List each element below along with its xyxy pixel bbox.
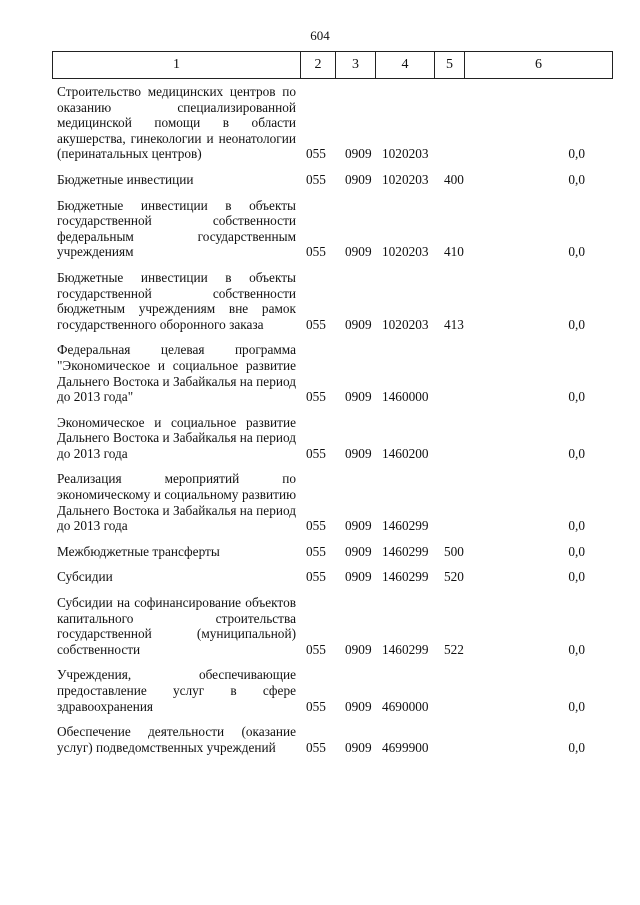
table-row (57, 667, 617, 714)
column-header-1: 1 (53, 52, 301, 79)
row-code-ministry: 055 (306, 171, 326, 187)
page-number: 604 (310, 28, 330, 43)
row-name: Межбюджетные трансферты (57, 543, 220, 559)
row-code-expense: 400 (444, 171, 464, 187)
row-code-section: 0909 (345, 641, 372, 657)
row-code-ministry: 055 (306, 518, 326, 534)
row-code-target: 1020203 (382, 171, 429, 187)
table-row (57, 84, 617, 162)
row-code-target: 4690000 (382, 698, 429, 714)
row-code-target: 1460299 (382, 641, 429, 657)
column-header-6: 6 (465, 52, 613, 79)
table-row (57, 270, 617, 332)
row-name: Субсидии на софинансирование объектов капитального строительства государственной (муниципальной) собственности (57, 595, 296, 657)
row-code-section: 0909 (345, 389, 372, 405)
row-code-section: 0909 (345, 171, 372, 187)
row-code-section: 0909 (345, 518, 372, 534)
row-code-ministry: 055 (306, 244, 326, 260)
row-amount: 0,0 (568, 389, 585, 405)
row-code-section: 0909 (345, 445, 372, 461)
column-header-table (52, 51, 613, 79)
column-header-5: 5 (435, 52, 465, 79)
row-code-ministry: 055 (306, 739, 326, 755)
row-code-expense: 410 (444, 244, 464, 260)
row-code-ministry: 055 (306, 698, 326, 714)
row-name: Субсидии (57, 569, 113, 585)
row-name: Федеральная целевая программа "Экономическое и социальное развитие Дальнего Востока и Забайкалья на период до 2013 года" (57, 342, 296, 405)
row-name: Бюджетные инвестиции (57, 171, 194, 187)
table-row (57, 415, 617, 462)
row-amount: 0,0 (568, 518, 585, 534)
row-code-section: 0909 (345, 146, 372, 162)
row-code-ministry: 055 (306, 146, 326, 162)
row-code-section: 0909 (345, 244, 372, 260)
row-code-target: 1020203 (382, 146, 429, 162)
row-code-section: 0909 (345, 543, 372, 559)
row-amount: 0,0 (568, 146, 585, 162)
table-row (57, 569, 617, 585)
row-code-section: 0909 (345, 316, 372, 332)
column-header-3: 3 (336, 52, 376, 79)
table-row (57, 198, 617, 260)
row-code-target: 1460299 (382, 543, 429, 559)
row-code-target: 1020203 (382, 316, 429, 332)
table-row (57, 724, 617, 755)
row-code-target: 1460000 (382, 389, 429, 405)
column-header-row (53, 52, 613, 79)
row-amount: 0,0 (568, 171, 585, 187)
row-name: Экономическое и социальное развитие Дальнего Востока и Забайкалья на период до 2013 года (57, 414, 296, 461)
column-header-2: 2 (301, 52, 336, 79)
row-amount: 0,0 (568, 316, 585, 332)
budget-table-body (57, 84, 617, 765)
table-row (57, 471, 617, 533)
row-code-ministry: 055 (306, 389, 326, 405)
row-amount: 0,0 (568, 569, 585, 585)
column-header-4: 4 (376, 52, 435, 79)
row-name: Бюджетные инвестиции в объекты государственной собственности федеральным государственным учреждениям (57, 197, 296, 260)
row-code-target: 1020203 (382, 244, 429, 260)
row-code-target: 1460299 (382, 569, 429, 585)
row-code-section: 0909 (345, 698, 372, 714)
table-row (57, 172, 617, 188)
row-amount: 0,0 (568, 698, 585, 714)
row-name: Строительство медицинских центров по оказанию специализированной медицинской помощи в области акушерства, гинекологии и неонатологии (перинатальных центров) (57, 84, 296, 162)
row-code-ministry: 055 (306, 316, 326, 332)
row-code-expense: 522 (444, 641, 464, 657)
row-name: Бюджетные инвестиции в объекты государственной собственности бюджетным учреждениям вне рамок государственного оборонного заказа (57, 269, 296, 332)
table-row (57, 544, 617, 560)
row-amount: 0,0 (568, 641, 585, 657)
row-code-expense: 500 (444, 543, 464, 559)
row-code-ministry: 055 (306, 543, 326, 559)
row-code-expense: 413 (444, 316, 464, 332)
row-name: Обеспечение деятельности (оказание услуг) подведомственных учреждений (57, 724, 296, 755)
row-code-expense: 520 (444, 569, 464, 585)
row-code-ministry: 055 (306, 569, 326, 585)
row-name: Учреждения, обеспечивающие предоставление услуг в сфере здравоохранения (57, 667, 296, 714)
row-amount: 0,0 (568, 543, 585, 559)
table-row (57, 595, 617, 657)
row-code-section: 0909 (345, 569, 372, 585)
row-amount: 0,0 (568, 445, 585, 461)
row-code-ministry: 055 (306, 641, 326, 657)
row-amount: 0,0 (568, 244, 585, 260)
table-row (57, 342, 617, 404)
row-code-target: 4699900 (382, 739, 429, 755)
row-amount: 0,0 (568, 739, 585, 755)
row-code-target: 1460299 (382, 518, 429, 534)
row-code-target: 1460200 (382, 445, 429, 461)
row-code-ministry: 055 (306, 445, 326, 461)
row-code-section: 0909 (345, 739, 372, 755)
row-name: Реализация мероприятий по экономическому и социальному развитию Дальнего Востока и Забайкалья на период до 2013 года (57, 471, 296, 534)
